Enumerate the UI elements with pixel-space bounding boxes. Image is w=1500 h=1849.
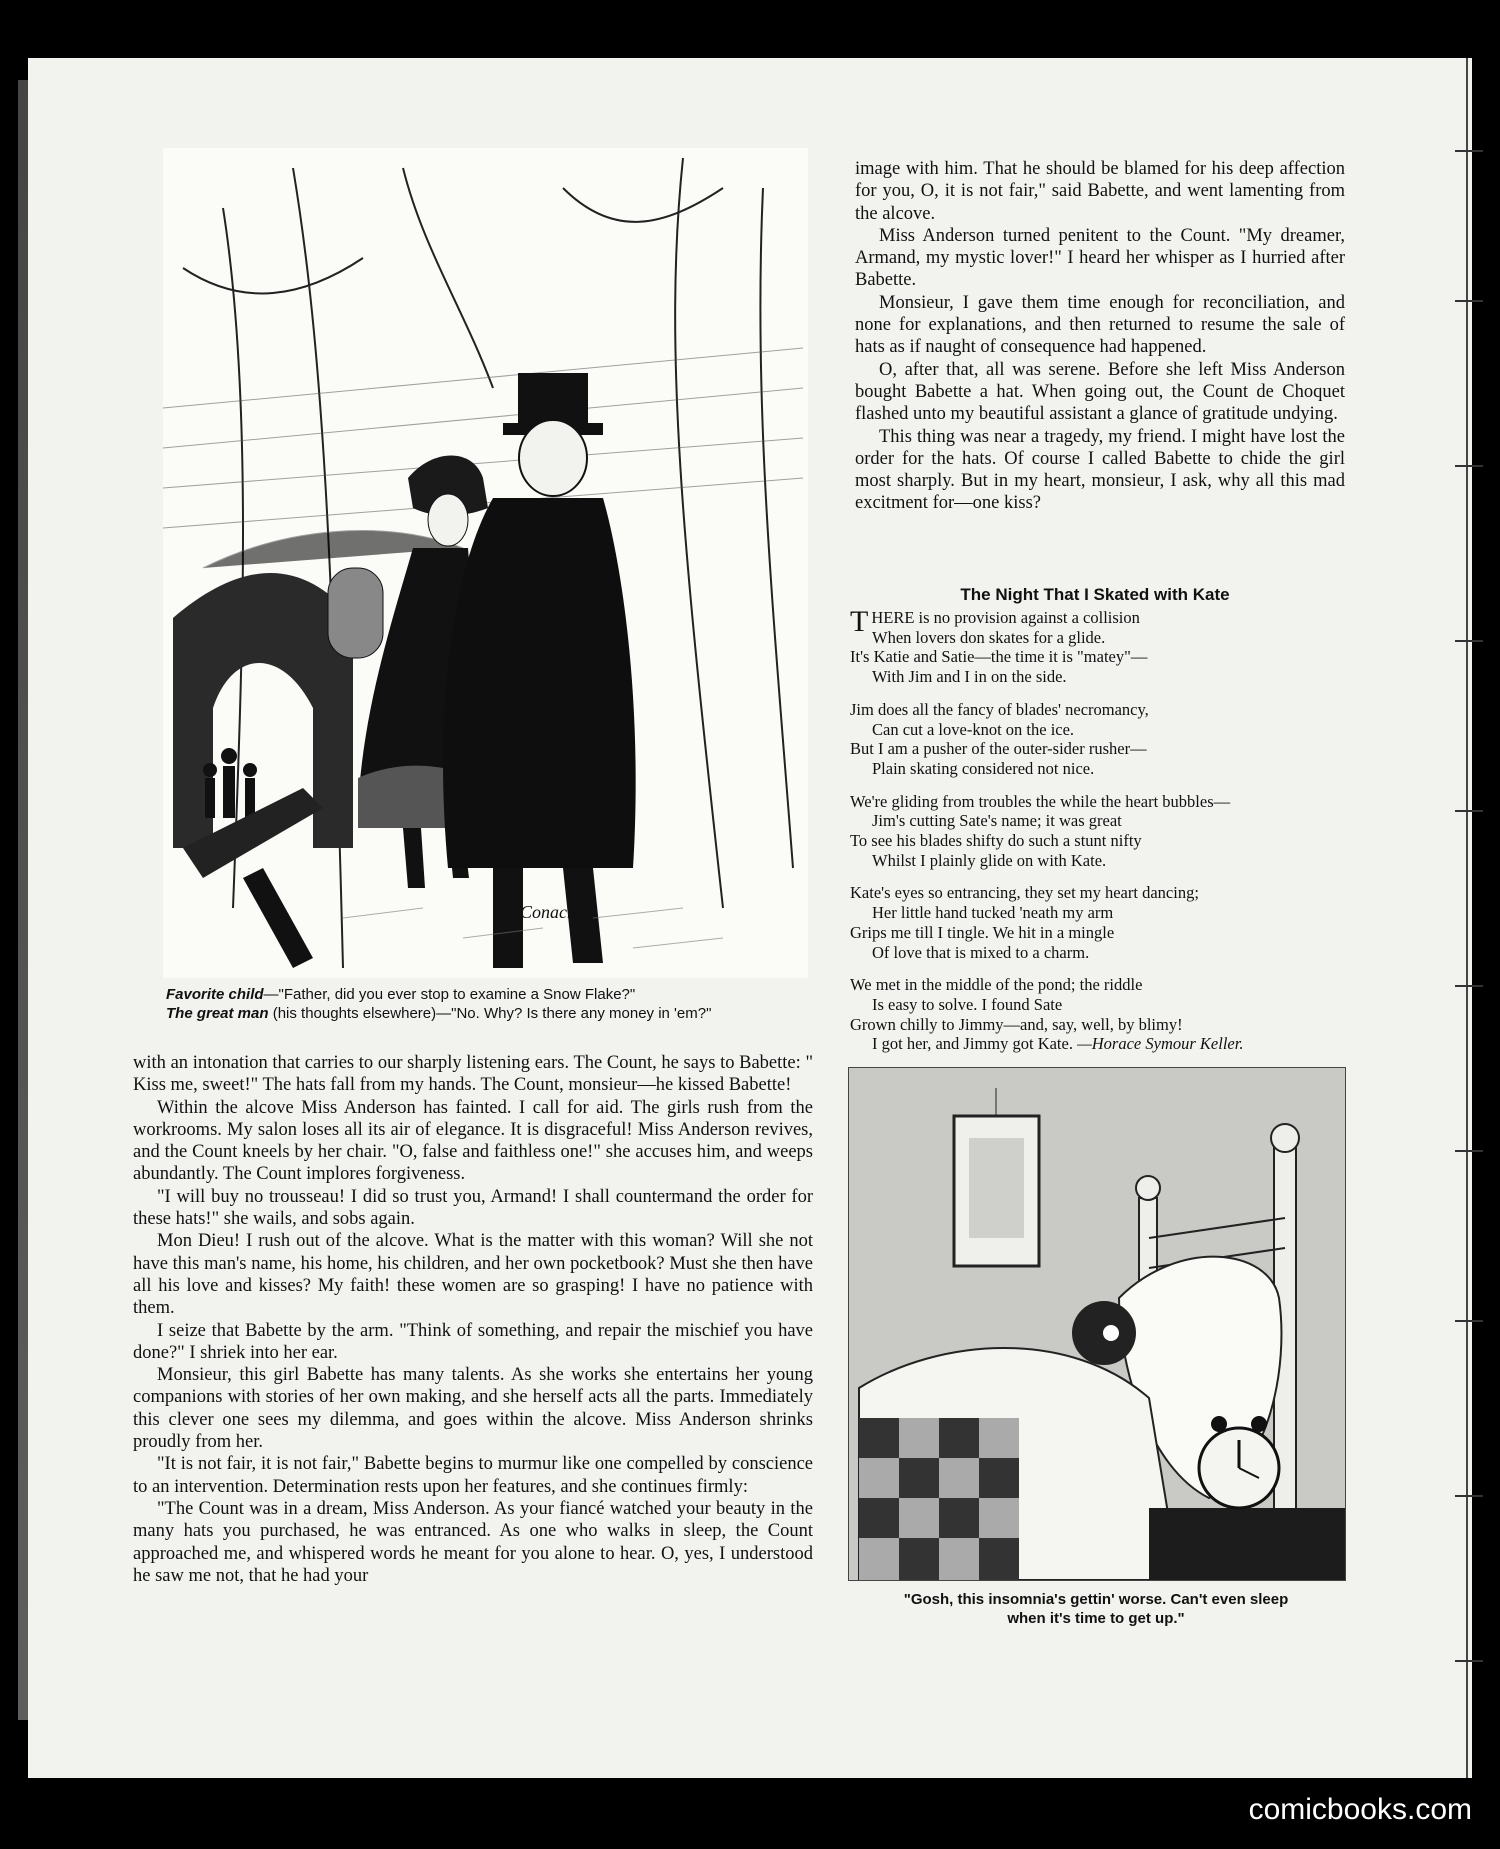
poem-line: We met in the middle of the pond; the riddle [850,975,1143,995]
poem-line: Can cut a love-knot on the ice. [872,719,1075,739]
right-column-story [855,158,1345,515]
caption-line-1: "Gosh, this insomnia's gettin' worse. Can't even sleep [903,1591,1289,1608]
poem-line: Whilst I plainly glide on with Kate. [872,850,1107,870]
bed-cartoon-caption [850,1590,1342,1628]
poem-stanza [850,975,1340,1054]
poem-line: Jim's cutting Sate's name; it was great [872,811,1122,831]
poem-byline: —Horace Symour Keller. [1077,1034,1244,1054]
poem-line: Of love that is mixed to a charm. [872,942,1090,962]
site-watermark: comicbooks.com [1248,1793,1472,1826]
story-paragraph: "The Count was in a dream, Miss Anderson. As your fiancé watched your beauty in the many hats you purchased, he was entranced. As one who walks in sleep, the Count approached me, and whispered words he meant for you alone to hear. O, yes, I understood he saw me not, that he had your [133,1498,813,1586]
insomnia-cartoon-drawing [849,1068,1345,1580]
poem-line: Kate's eyes so entrancing, they set my heart dancing; [850,883,1199,903]
story-paragraph: Mon Dieu! I rush out of the alcove. What is the matter with this woman? Will she not have this man's name, his home, his children, and her own pocketbook? Must she then have all his love and kisses? My faith! these women are so grasping! I have no patience with them. [133,1231,813,1319]
poem-line: But I am a pusher of the outer-sider rusher— [850,739,1147,759]
story-paragraph: Monsieur, I gave them time enough for reconciliation, and none for explanations, and then returned to resume the sale of hats as if naught of consequence had happened. [855,292,1345,358]
poem-line: Grown chilly to Jimmy—and, say, well, by blimy! [850,1014,1183,1034]
story-paragraph: This thing was near a tragedy, my friend. I might have lost the order for the hats. Of course I called Babette to chide the girl most sharply. But in my heart, monsieur, I ask, why all this mad excitment for—one kiss? [855,426,1345,514]
story-paragraph: O, after that, all was serene. Before she left Miss Anderson bought Babette a hat. When going out, the Count de Choquet flashed unto my beautiful assistant a glance of gratitude undying. [855,359,1345,425]
story-paragraph: with an intonation that carries to our sharply listening ears. The Count, he says to Babette: " Kiss me, sweet!" The hats fall from my hands. The Count, monsieur—he kissed Babette! [133,1053,813,1096]
story-paragraph: I seize that Babette by the arm. "Think of something, and repair the mischief you have done?" I shriek into her ear. [133,1320,813,1363]
checkered-quilt [859,1418,1019,1580]
story-paragraph: "It is not fair, it is not fair," Babette begins to murmur like one compelled by conscience to an intervention. Determination rests upon her features, and she continues firmly: [133,1454,813,1497]
winter-scene-drawing [163,148,808,978]
poem-line: Is easy to solve. I found Sate [872,994,1063,1014]
poem-stanza [850,700,1340,779]
poem-line: Plain skating considered not nice. [872,758,1095,778]
binding-stitch [1455,465,1483,467]
binding-stitch [1455,985,1483,987]
poem-line: I got her, and Jimmy got Kate. [872,1034,1073,1054]
poem-line: To see his blades shifty do such a stunt nifty [850,831,1142,851]
story-paragraph: Miss Anderson turned penitent to the Count. "My dreamer, Armand, my mystic lover!" I heard her whisper as I hurried after Babette. [855,225,1345,291]
caption-line-2: when it's time to get up." [1007,1610,1185,1627]
drop-cap: T [850,605,869,638]
poem [850,605,1340,1067]
poem-stanza [850,792,1340,871]
poem-line: HERE is no provision against a collision [871,608,1140,627]
winter-walk-illustration [163,148,808,978]
poem-line: With Jim and I in on the side. [872,667,1067,687]
insomnia-cartoon [848,1067,1346,1581]
poem-line: Jim does all the fancy of blades' necromancy, [850,699,1149,719]
poem-line: It's Katie and Satie—the time it is "matey"— [850,647,1148,667]
story-paragraph: Within the alcove Miss Anderson has fainted. I call for aid. The girls rush from the workrooms. My salon loses all its air of elegance. It is disgraceful! Miss Anderson revives, and the Count kneels by her chair. "O, false and faithless one!" she accuses him, and weeps abundantly. The Count implores forgiveness. [133,1097,813,1185]
poem-stanza [850,605,1340,687]
caption-line-1: Favorite child—"Father, did you ever stop to examine a Snow Flake?" [166,986,636,1003]
binding-line [1466,58,1468,1778]
top-illustration-caption [166,985,806,1023]
caption-line-2: The great man (his thoughts elsewhere)—"No. Why? Is there any money in 'em?" [166,1005,712,1022]
page-edge [18,80,28,1720]
story-paragraph: image with him. That he should be blamed for his deep affection for you, O, it is not fair," said Babette, and went lamenting from the alcove. [855,159,1345,224]
nightstand [1149,1508,1345,1580]
poem-line: When lovers don skates for a glide. [872,627,1106,647]
binding-stitch [1455,150,1483,152]
binding-stitch [1455,810,1483,812]
story-paragraph: Monsieur, this girl Babette has many talents. As she works she entertains her young companions with stories of her own making, and she herself acts all the parts. Immediately this clever one sees my dilemma, and goes within the alcove. Miss Anderson shrinks proudly from her. [133,1365,813,1453]
poem-line: Grips me till I tingle. We hit in a mingle [850,922,1115,942]
left-column-story [133,1052,813,1587]
story-paragraph: "I will buy no trousseau! I did so trust you, Armand! I shall countermand the order for these hats!" she wails, and sobs again. [133,1186,813,1230]
poem-title: The Night That I Skated with Kate [960,585,1230,604]
artist-signature: J. Conacher [503,902,591,922]
binding-stitch [1455,300,1483,302]
binding-stitch [1455,640,1483,642]
poem-line: Her little hand tucked 'neath my arm [872,903,1114,923]
binding-stitch [1455,1320,1483,1322]
binding-stitch [1455,1495,1483,1497]
binding-stitch [1455,1150,1483,1152]
poem-stanza [850,883,1340,962]
binding-stitch [1455,1660,1483,1662]
poem-line: We're gliding from troubles the while the heart bubbles— [850,791,1231,811]
